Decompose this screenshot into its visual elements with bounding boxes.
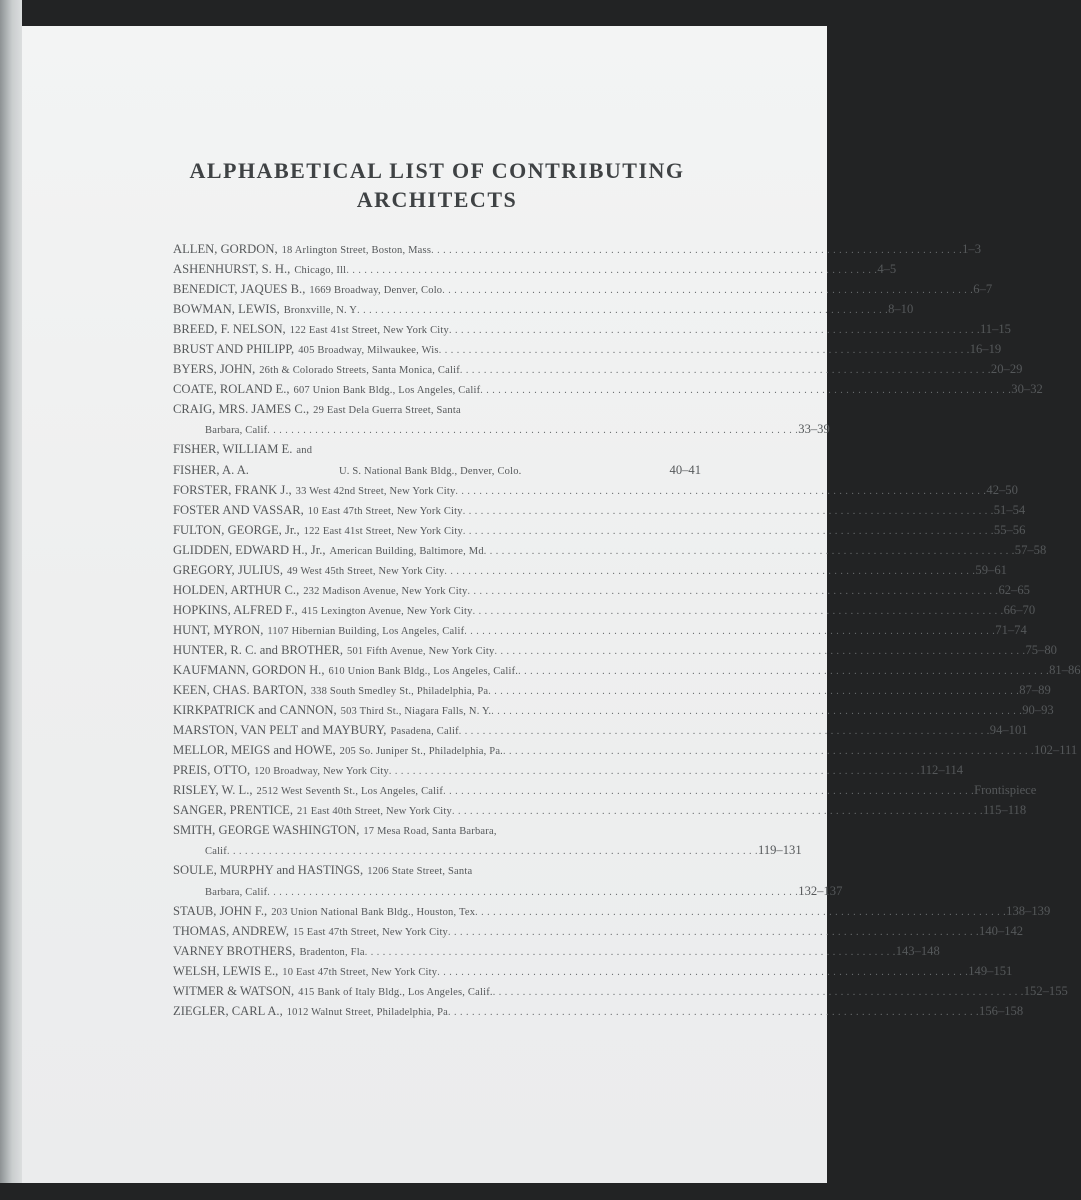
- architect-name: ASHENHURST, S. H.,: [173, 262, 291, 277]
- entry-first-line: [173, 962, 1013, 982]
- architect-name: GREGORY, JULIUS,: [173, 562, 283, 577]
- entry-first-line: [173, 942, 940, 962]
- architect-address: 10 East 47th Street, New York City: [307, 505, 463, 517]
- leader-dots: [473, 601, 1004, 621]
- architect-entry: [173, 400, 830, 440]
- architect-name: BENEDICT, JAQUES B.,: [173, 282, 306, 297]
- page-title-line-2: ARCHITECTS: [356, 187, 518, 212]
- leader-dots: [459, 721, 990, 741]
- entry-first-line: [173, 260, 897, 280]
- architect-address: 33 West 42nd Street, New York City: [295, 485, 456, 497]
- architect-entry: [173, 601, 1036, 621]
- leader-dots: [491, 701, 1022, 721]
- page-range: 143–148: [895, 943, 940, 958]
- leader-dots: [480, 380, 1011, 400]
- architects-list: [173, 240, 1081, 1022]
- leader-dots: [484, 541, 1015, 561]
- architect-entry: [173, 501, 1026, 521]
- leader-dots: [467, 581, 998, 601]
- entry-first-line: [173, 240, 982, 260]
- architect-name: ZIEGLER, CARL A.,: [173, 1003, 283, 1018]
- leader-dots: [463, 521, 994, 541]
- architect-entry: [173, 260, 897, 280]
- entry-first-line: [173, 902, 1051, 922]
- architect-name: GLIDDEN, EDWARD H., Jr.,: [173, 542, 326, 557]
- page-range: 112–114: [919, 763, 964, 778]
- page-range: 16–19: [969, 342, 1002, 357]
- architect-name: COATE, ROLAND E.,: [173, 382, 290, 397]
- architect-address: 21 East 40th Street, New York City: [297, 806, 452, 818]
- page-range: 149–151: [968, 963, 1013, 978]
- entry-first-line: [173, 541, 1047, 561]
- architect-address: U. S. National Bank Bldg., Denver, Colo.: [338, 465, 522, 477]
- architect-name: WELSH, LEWIS E.,: [173, 963, 279, 978]
- architect-address-continuation: Barbara, Calif: [205, 425, 268, 437]
- architect-address: 1206 State Street, Santa: [367, 866, 473, 878]
- leader-dots: [448, 1002, 979, 1022]
- leader-dots: [443, 781, 974, 801]
- entry-first-line: [173, 280, 993, 300]
- architect-name: THOMAS, ANDREW,: [173, 923, 290, 938]
- entry-first-line: [173, 982, 1068, 1002]
- architect-address: 405 Broadway, Milwaukee, Wis: [298, 345, 439, 357]
- architect-address: 607 Union Bank Bldg., Los Angeles, Calif: [293, 385, 481, 397]
- architect-address: Bradenton, Fla: [299, 946, 365, 958]
- entry-first-line: [173, 501, 1026, 521]
- architect-address-continuation: Barbara, Calif: [205, 886, 268, 898]
- architect-address: 205 So. Juniper St., Philadelphia, Pa.: [339, 746, 504, 758]
- entry-continuation-line: [173, 841, 802, 861]
- architect-address: 122 East 41st Street, New York City: [303, 525, 463, 537]
- architect-name: SOULE, MURPHY and HASTINGS,: [173, 863, 364, 878]
- architect-name: ALLEN, GORDON,: [173, 242, 278, 256]
- architect-address: 17 Mesa Road, Santa Barbara,: [363, 826, 497, 838]
- page-range: 71–74: [995, 622, 1027, 637]
- architect-address: 18 Arlington Street, Boston, Mass: [281, 245, 432, 256]
- entry-continuation-line: [173, 882, 843, 902]
- architect-address: Chicago, Ill: [294, 265, 347, 277]
- architect-entry: [173, 661, 1081, 681]
- entry-first-line: [173, 801, 1027, 821]
- architect-name: KEEN, CHAS. BARTON,: [173, 683, 307, 698]
- architect-name: FOSTER AND VASSAR,: [173, 502, 304, 517]
- architect-name: SANGER, PRENTICE,: [173, 803, 293, 818]
- page-range: 59–61: [975, 562, 1007, 577]
- page-range: 132–137: [798, 883, 843, 898]
- architect-address: 501 Fifth Avenue, New York City: [347, 645, 495, 657]
- architect-name: WITMER & WATSON,: [173, 983, 295, 998]
- page-range: 42–50: [986, 482, 1018, 497]
- architect-entry: [173, 962, 1013, 982]
- entry-first-line: [173, 461, 701, 481]
- leader-dots: [442, 280, 973, 300]
- architect-entry: [173, 982, 1068, 1002]
- entry-first-line: [173, 360, 1023, 380]
- architect-address: 15 East 47th Street, New York City: [293, 926, 449, 938]
- architect-entry: [173, 761, 964, 781]
- entry-first-line: [173, 621, 1027, 641]
- page-range: 57–58: [1014, 542, 1047, 557]
- architect-name: STAUB, JOHN F.,: [173, 903, 268, 918]
- architect-address: 232 Madison Avenue, New York City: [303, 585, 468, 597]
- page-range: 152–155: [1023, 983, 1068, 998]
- entry-first-line: [173, 601, 1036, 621]
- page-range: 30–32: [1011, 382, 1043, 397]
- architect-entry: [173, 681, 1051, 701]
- leader-dots: [503, 741, 1034, 761]
- architect-address: American Building, Baltimore, Md: [329, 545, 484, 557]
- entry-first-line: [173, 521, 1026, 541]
- entry-first-line: [173, 922, 1024, 942]
- architect-address: 120 Broadway, New York City: [254, 766, 389, 778]
- leader-dots: [437, 962, 968, 982]
- entry-first-line: [173, 481, 1018, 501]
- architect-name: FISHER, WILLIAM E.: [173, 442, 293, 457]
- page-range: 138–139: [1006, 903, 1051, 918]
- leader-dots: [439, 340, 970, 360]
- architect-address: Pasadena, Calif: [390, 726, 459, 738]
- architect-name: RISLEY, W. L.,: [173, 783, 253, 798]
- architect-name: HOPKINS, ALFRED F.,: [173, 602, 298, 617]
- leader-dots: [444, 561, 975, 581]
- page-range: 87–89: [1019, 683, 1051, 698]
- leader-dots: [267, 882, 798, 902]
- leader-dots: [449, 320, 980, 340]
- leader-dots: [448, 922, 979, 942]
- entry-first-line: [173, 821, 701, 841]
- entry-first-line: [173, 1002, 1024, 1022]
- page-range: 20–29: [990, 362, 1023, 377]
- leader-dots: [227, 841, 758, 861]
- entry-first-line: [173, 861, 701, 881]
- leader-dots: [357, 300, 888, 320]
- page-range: 55–56: [993, 522, 1026, 537]
- entry-first-line: [173, 661, 1081, 681]
- architect-entry: [173, 861, 843, 901]
- entry-first-line: [173, 400, 701, 420]
- page-range: 119–131: [758, 843, 802, 858]
- page-range: 94–101: [989, 723, 1028, 738]
- architect-name: PREIS, OTTO,: [173, 763, 251, 778]
- architect-entry: [173, 360, 1023, 380]
- architect-address: 10 East 47th Street, New York City: [282, 966, 438, 978]
- architect-name: CRAIG, MRS. JAMES C.,: [173, 402, 310, 417]
- architect-entry: [173, 320, 1011, 340]
- leader-dots: [455, 481, 986, 501]
- architect-entry: [173, 741, 1078, 761]
- architect-address: 1107 Hibernian Building, Los Angeles, Calif: [267, 625, 465, 637]
- leader-dots: [389, 761, 920, 781]
- page-title: [173, 156, 701, 214]
- page-range: 81–86: [1049, 662, 1081, 677]
- architect-entry: [173, 821, 802, 861]
- page-range: 40–41: [669, 462, 701, 477]
- entry-first-line: [173, 440, 701, 460]
- architect-entry: [173, 902, 1051, 922]
- leader-dots: [493, 982, 1024, 1002]
- architect-name: MELLOR, MEIGS and HOWE,: [173, 743, 336, 758]
- architect-entry: [173, 541, 1047, 561]
- architect-address: 415 Bank of Italy Bldg., Los Angeles, Calif.: [298, 986, 493, 998]
- leader-dots: [488, 681, 1019, 701]
- architect-name: BRUST AND PHILIPP,: [173, 342, 295, 357]
- architect-name: BREED, F. NELSON,: [173, 322, 286, 337]
- leader-dots: [475, 902, 1006, 922]
- page-range: 4–5: [877, 262, 897, 277]
- architect-address: 1012 Walnut Street, Philadelphia, Pa: [286, 1006, 449, 1018]
- architect-entry: [173, 380, 1043, 400]
- entry-first-line: [173, 721, 1028, 741]
- architect-address: 49 West 45th Street, New York City: [286, 565, 445, 577]
- architect-address: Bronxville, N. Y: [283, 305, 358, 317]
- page-range: Frontispiece: [974, 783, 1037, 798]
- architect-address: 415 Lexington Avenue, New York City: [301, 605, 473, 617]
- architect-address: 503 Third St., Niagara Falls, N. Y.: [340, 706, 492, 718]
- leader-dots: [267, 420, 798, 440]
- page-range: 51–54: [993, 502, 1026, 517]
- entry-first-line: [173, 701, 1054, 721]
- page-range: 33–39: [798, 422, 830, 437]
- architect-name: FISHER, A. A.: [173, 462, 249, 477]
- architect-entry: [173, 1002, 1024, 1022]
- architect-address: 203 Union National Bank Bldg., Houston, Tex: [271, 906, 476, 918]
- architect-entry: [173, 461, 701, 481]
- leader-dots: [460, 360, 991, 380]
- leader-dots: [431, 240, 962, 260]
- page-range: 140–142: [979, 923, 1024, 938]
- leader-dots: [518, 661, 1049, 681]
- architect-name: FORSTER, FRANK J.,: [173, 482, 292, 497]
- entry-first-line: [173, 320, 1011, 340]
- architect-address: 29 East Dela Guerra Street, Santa: [313, 405, 461, 417]
- architect-address: 610 Union Bank Bldg., Los Angeles, Calif.: [328, 665, 519, 677]
- page-range: 11–15: [979, 322, 1011, 337]
- architect-name: FULTON, GEORGE, Jr.,: [173, 522, 300, 537]
- page-range: 156–158: [979, 1003, 1024, 1018]
- architect-entry: [173, 942, 940, 962]
- architect-entry: [173, 701, 1054, 721]
- architect-name: KIRKPATRICK and CANNON,: [173, 703, 337, 718]
- leader-dots: [463, 501, 994, 521]
- page-range: 90–93: [1022, 703, 1054, 718]
- leader-dots: [365, 942, 896, 962]
- entry-first-line: [173, 581, 1030, 601]
- architect-entry: [173, 481, 1018, 501]
- architect-name: HUNT, MYRON,: [173, 622, 264, 637]
- page-range: 1–3: [962, 242, 982, 256]
- page-range: 66–70: [1003, 602, 1036, 617]
- entry-first-line: [173, 340, 1002, 360]
- entry-continuation-line: [173, 420, 830, 440]
- architect-entry: [173, 641, 1057, 661]
- architect-entry: [173, 621, 1027, 641]
- page-range: 8–10: [888, 302, 914, 317]
- entry-first-line: [173, 641, 1057, 661]
- entry-first-line: [173, 781, 1037, 801]
- architect-entry: [173, 581, 1030, 601]
- leader-dots: [452, 801, 983, 821]
- leader-dots: [346, 260, 877, 280]
- entry-first-line: [173, 681, 1051, 701]
- architect-name: KAUFMANN, GORDON H.,: [173, 662, 325, 677]
- architect-entry: [173, 781, 1037, 801]
- architect-entry: [173, 721, 1028, 741]
- page-range: 115–118: [982, 803, 1027, 818]
- architect-address-continuation: Calif: [205, 846, 227, 858]
- architect-address: 26th & Colorado Streets, Santa Monica, Calif: [259, 365, 460, 377]
- architect-address: 338 South Smedley St., Philadelphia, Pa: [310, 686, 489, 698]
- architect-entry: [173, 922, 1024, 942]
- leader-dots: [464, 621, 995, 641]
- architect-address: and: [296, 445, 313, 457]
- contributors-list-section: [173, 156, 1081, 1022]
- book-spine-edge: [0, 0, 22, 1183]
- leader-dots: [494, 641, 1025, 661]
- architect-address: 2512 West Seventh St., Los Angeles, Calif: [256, 786, 444, 798]
- architect-entry: [173, 300, 914, 320]
- architect-address: 122 East 41st Street, New York City: [289, 325, 449, 337]
- entry-first-line: [173, 761, 964, 781]
- page-range: 75–80: [1025, 642, 1057, 657]
- architect-name: SMITH, GEORGE WASHINGTON,: [173, 823, 360, 838]
- architect-entry: [173, 561, 1007, 581]
- page-range: 102–111: [1034, 743, 1078, 758]
- entry-first-line: [173, 741, 1078, 761]
- entry-first-line: [173, 380, 1043, 400]
- page-range: 62–65: [998, 582, 1030, 597]
- architect-address: 1669 Broadway, Denver, Colo: [309, 285, 443, 297]
- architect-name: VARNEY BROTHERS,: [173, 943, 296, 958]
- architect-name: HUNTER, R. C. and BROTHER,: [173, 642, 344, 657]
- architect-name: HOLDEN, ARTHUR C.,: [173, 582, 300, 597]
- book-page: [22, 26, 1081, 1183]
- architect-entry: [173, 240, 982, 260]
- page-range: 6–7: [973, 282, 993, 297]
- entry-first-line: [173, 561, 1007, 581]
- page-title-line-1: ALPHABETICAL LIST OF CONTRIBUTING: [189, 158, 685, 183]
- architect-name: BOWMAN, LEWIS,: [173, 302, 280, 317]
- entry-first-line: [173, 300, 914, 320]
- architect-entry: [173, 280, 993, 300]
- architect-entry: [173, 340, 1002, 360]
- architect-entry: [173, 801, 1027, 821]
- architect-entry: [173, 440, 701, 460]
- architect-entry: [173, 521, 1026, 541]
- architect-name: BYERS, JOHN,: [173, 362, 256, 377]
- architect-name: MARSTON, VAN PELT and MAYBURY,: [173, 723, 387, 738]
